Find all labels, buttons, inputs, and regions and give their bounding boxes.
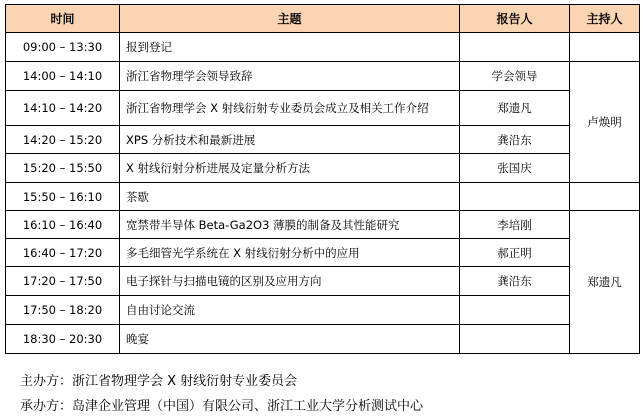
speaker-cell: 龚沿东 (460, 267, 570, 296)
table-row (6, 267, 640, 296)
speaker-cell: 李培刚 (460, 211, 570, 239)
speaker-cell: 郝正明 (460, 239, 570, 267)
table-row (6, 126, 640, 154)
topic-cell: XPS 分析技术和最新进展 (120, 126, 460, 154)
topic-cell: X 射线衍射分析进展及定量分析方法 (120, 154, 460, 183)
header-time: 时间 (6, 5, 120, 33)
header-speaker: 报告人 (460, 5, 570, 33)
speaker-cell (460, 296, 570, 325)
time-cell: 14:10 – 14:20 (6, 91, 120, 126)
time-cell: 16:40 – 17:20 (6, 239, 120, 267)
table-row (6, 62, 640, 91)
time-cell: 14:20 – 15:20 (6, 126, 120, 154)
topic-cell: 晚宴 (120, 325, 460, 354)
table-row (6, 91, 640, 126)
header-row (6, 5, 640, 33)
speaker-cell (460, 33, 570, 62)
topic-cell: 宽禁带半导体 Beta-Ga2O3 薄膜的制备及其性能研究 (120, 211, 460, 239)
table-row (6, 183, 640, 211)
time-cell: 17:50 – 18:20 (6, 296, 120, 325)
topic-cell: 茶歇 (120, 183, 460, 211)
time-cell: 15:20 – 15:50 (6, 154, 120, 183)
topic-cell: 自由讨论交流 (120, 296, 460, 325)
host-cell-empty (570, 33, 640, 62)
header-host: 主持人 (570, 5, 640, 33)
schedule-table (5, 4, 640, 354)
host-cell-empty (570, 183, 640, 211)
topic-cell: 浙江省物理学会 X 射线衍射专业委员会成立及相关工作介绍 (120, 91, 460, 126)
topic-cell: 浙江省物理学会领导致辞 (120, 62, 460, 91)
header-topic: 主题 (120, 5, 460, 33)
host-cell-session1: 卢焕明 (570, 62, 640, 183)
table-row (6, 296, 640, 325)
table-row (6, 325, 640, 354)
speaker-cell: 学会领导 (460, 62, 570, 91)
speaker-cell (460, 325, 570, 354)
topic-cell: 报到登记 (120, 33, 460, 62)
time-cell: 09:00 – 13:30 (6, 33, 120, 62)
table-row (6, 239, 640, 267)
time-cell: 17:20 – 17:50 (6, 267, 120, 296)
topic-cell: 电子探针与扫描电镜的区别及应用方向 (120, 267, 460, 296)
co-organizer-line: 承办方：岛津企业管理（中国）有限公司、浙江工业大学分析测试中心 (20, 399, 424, 414)
speaker-cell: 郑遗凡 (460, 91, 570, 126)
time-cell: 15:50 – 16:10 (6, 183, 120, 211)
host-cell-session2: 郑遗凡 (570, 211, 640, 354)
time-cell: 14:00 – 14:10 (6, 62, 120, 91)
table-row (6, 154, 640, 183)
speaker-cell: 张国庆 (460, 154, 570, 183)
time-cell: 16:10 – 16:40 (6, 211, 120, 239)
speaker-cell: 龚沿东 (460, 126, 570, 154)
organizer-line: 主办方：浙江省物理学会 X 射线衍射专业委员会 (20, 374, 298, 389)
speaker-cell (460, 183, 570, 211)
table-row (6, 211, 640, 239)
time-cell: 18:30 – 20:30 (6, 325, 120, 354)
table-row (6, 33, 640, 62)
topic-cell: 多毛细管光学系统在 X 射线衍射分析中的应用 (120, 239, 460, 267)
